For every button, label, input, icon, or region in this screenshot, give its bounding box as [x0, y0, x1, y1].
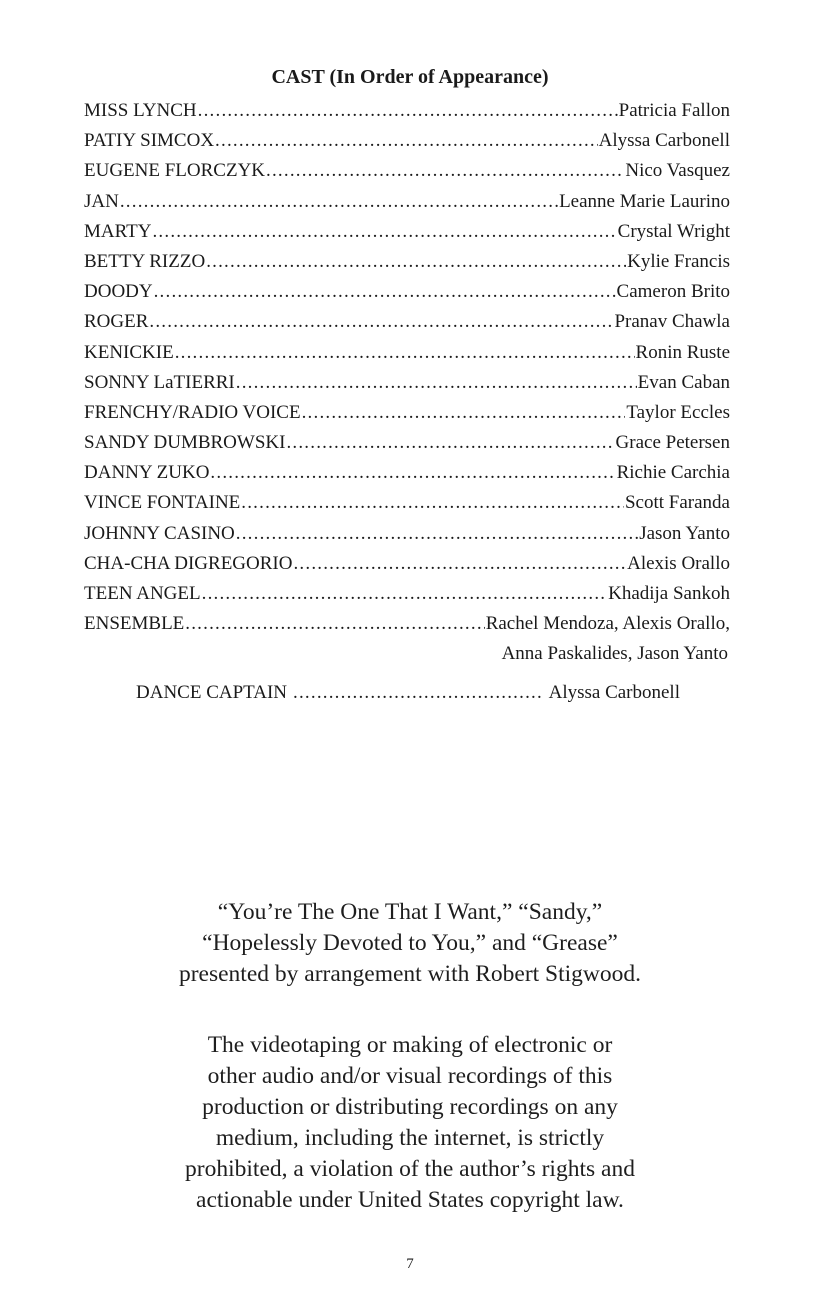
- cast-actor: Alyssa Carbonell: [598, 130, 730, 152]
- cast-row: [84, 492, 730, 522]
- cast-actor: Kylie Francis: [627, 250, 730, 272]
- dance-captain-actor: Alyssa Carbonell: [548, 682, 680, 703]
- leader-dots: [215, 130, 598, 152]
- leader-dots: [175, 342, 635, 364]
- recording-prohibition-notice: [0, 1030, 820, 1216]
- cast-row: [84, 432, 730, 462]
- cast-row: [84, 281, 730, 311]
- cast-role: MISS LYNCH: [84, 100, 197, 121]
- cast-row: [84, 583, 730, 613]
- cast-actor: Rachel Mendoza, Alexis Orallo,: [485, 613, 730, 635]
- leader-dots: [149, 311, 613, 333]
- cast-role: JOHNNY CASINO: [84, 522, 235, 544]
- leader-dots: [210, 462, 615, 484]
- cast-actor: Richie Carchia: [616, 462, 730, 484]
- notice-line: The videotaping or making of electronic or: [207, 1032, 613, 1058]
- cast-actor: Patricia Fallon: [618, 100, 730, 121]
- cast-row: [84, 372, 730, 402]
- cast-role: DOODY: [84, 281, 153, 303]
- notice-line: actionable under United States copyright law.: [196, 1187, 624, 1213]
- cast-actor: Nico Vasquez: [625, 160, 730, 182]
- cast-title: CAST (In Order of Appearance): [271, 66, 549, 88]
- cast-role: ROGER: [84, 311, 149, 333]
- cast-role: ENSEMBLE: [84, 613, 185, 635]
- cast-list: [84, 100, 730, 674]
- cast-role: PATIY SIMCOX: [84, 130, 215, 152]
- cast-actor: Crystal Wright: [617, 220, 730, 242]
- cast-role: EUGENE FLORCZYK: [84, 160, 266, 182]
- notice-line: medium, including the internet, is strictly: [215, 1125, 605, 1151]
- cast-actor: Khadija Sankoh: [608, 583, 730, 604]
- cast-row: [84, 553, 730, 583]
- notice-line: prohibited, a violation of the author’s rights and: [185, 1156, 635, 1182]
- leader-dots: [206, 251, 626, 273]
- cast-role: MARTY: [84, 220, 152, 242]
- cast-actor: Grace Petersen: [615, 432, 730, 454]
- cast-row: [84, 100, 730, 130]
- cast-actor: Jason Yanto: [639, 522, 730, 544]
- cast-role: BETTY RIZZO: [84, 250, 206, 272]
- cast-actor: Leanne Marie Laurino: [559, 190, 730, 212]
- cast-row: [84, 311, 730, 341]
- cast-actor: Ronin Ruste: [635, 341, 730, 363]
- cast-actor: Taylor Eccles: [626, 401, 730, 423]
- cast-role: JAN: [84, 190, 119, 212]
- leader-dots: [266, 160, 624, 182]
- cast-role: FRENCHY/RADIO VOICE: [84, 401, 301, 423]
- cast-row: [84, 523, 730, 553]
- cast-actor: Alexis Orallo: [627, 552, 730, 574]
- cast-row: [84, 342, 730, 372]
- cast-row: [84, 402, 730, 432]
- leader-dots: [293, 682, 543, 704]
- notice-line: production or distributing recordings on any: [202, 1094, 618, 1120]
- cast-row-ensemble: [84, 613, 730, 643]
- cast-actor: Cameron Brito: [616, 281, 730, 303]
- leader-dots: [236, 523, 638, 545]
- leader-dots: [154, 281, 616, 303]
- notice-line: presented by arrangement with Robert Stigwood.: [178, 961, 642, 987]
- cast-role: KENICKIE: [84, 341, 174, 363]
- leader-dots: [286, 432, 614, 454]
- page-number: 7: [406, 1256, 414, 1272]
- leader-dots: [302, 402, 626, 424]
- cast-actor: Pranav Chawla: [614, 311, 730, 333]
- notice-line: other audio and/or visual recordings of this: [207, 1063, 613, 1089]
- cast-row: [84, 191, 730, 221]
- cast-role: SONNY LaTIERRI: [84, 371, 235, 393]
- leader-dots: [293, 553, 626, 575]
- cast-actor: Scott Faranda: [624, 492, 730, 514]
- dance-captain-row: [136, 682, 680, 704]
- cast-actor: Evan Caban: [637, 371, 730, 393]
- cast-row: [84, 251, 730, 281]
- leader-dots: [198, 100, 618, 122]
- cast-row: [84, 221, 730, 251]
- ensemble-continuation: Anna Paskalides, Jason Yanto: [501, 643, 728, 665]
- cast-row: [84, 462, 730, 492]
- leader-dots: [120, 191, 558, 213]
- leader-dots: [236, 372, 637, 394]
- song-rights-notice: [0, 897, 820, 990]
- cast-row: [84, 160, 730, 190]
- leader-dots: [185, 613, 484, 635]
- cast-role: CHA-CHA DIGREGORIO: [84, 552, 293, 574]
- cast-row: [84, 130, 730, 160]
- leader-dots: [241, 492, 624, 514]
- cast-role: DANNY ZUKO: [84, 462, 210, 484]
- notice-line: “You’re The One That I Want,” “Sandy,”: [217, 899, 603, 925]
- cast-role: VINCE FONTAINE: [84, 492, 241, 514]
- cast-role: SANDY DUMBROWSKI: [84, 432, 286, 454]
- dance-captain-role: DANCE CAPTAIN: [136, 682, 288, 703]
- notice-line: “Hopelessly Devoted to You,” and “Grease”: [202, 930, 618, 956]
- leader-dots: [202, 583, 607, 605]
- cast-role: TEEN ANGEL: [84, 583, 201, 604]
- leader-dots: [152, 221, 616, 243]
